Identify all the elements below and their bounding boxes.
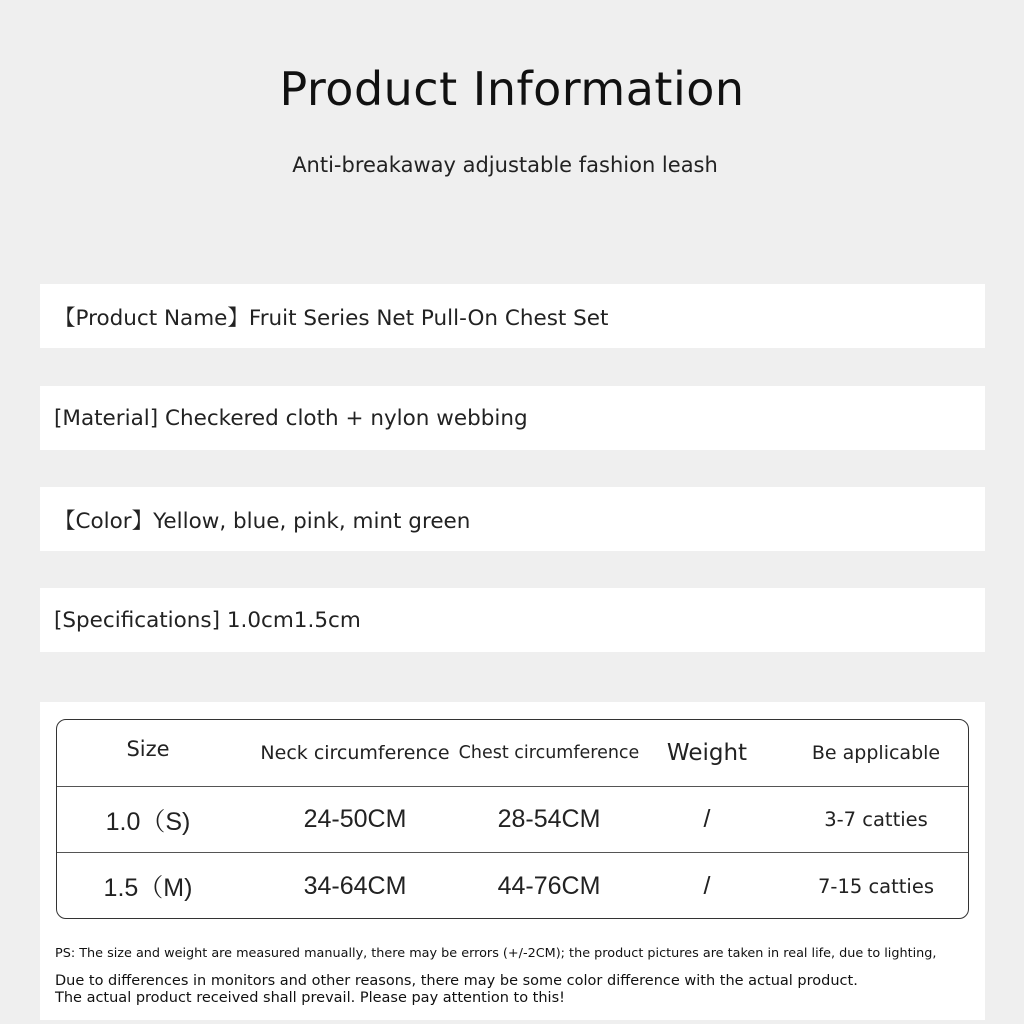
column-header-neck: Neck circumference bbox=[260, 742, 450, 764]
applicable-cell: 7-15 catties bbox=[818, 874, 934, 898]
page-subtitle: Anti-breakaway adjustable fashion leash bbox=[292, 153, 718, 177]
column-header-applicable: Be applicable bbox=[811, 742, 941, 764]
table-row bbox=[57, 853, 968, 919]
size-table-panel bbox=[40, 702, 985, 1020]
size-cell: 1.0（S) bbox=[105, 807, 191, 836]
chest-cell: 28-54CM bbox=[497, 805, 601, 833]
disclaimer-line-3: The actual product received shall prevail. Please pay attention to this! bbox=[55, 990, 565, 1006]
weight-cell: / bbox=[703, 871, 711, 900]
weight-cell: / bbox=[703, 805, 711, 833]
size-cell: 1.5（M) bbox=[103, 874, 193, 902]
disclaimer-line-1: PS: The size and weight are measured manually, there may be errors (+/-2CM); the product pictures are taken in real life, due to lighting, bbox=[55, 946, 937, 961]
color-row: 【Color】Yellow, blue, pink, mint green bbox=[40, 487, 985, 551]
page-title: Product Information bbox=[279, 62, 745, 116]
applicable-cell: 3-7 catties bbox=[824, 808, 928, 831]
specifications-row: [Specifications] 1.0cm1.5cm bbox=[40, 588, 985, 652]
column-header-size: Size bbox=[126, 737, 170, 761]
neck-cell: 24-50CM bbox=[303, 805, 407, 833]
neck-cell: 34-64CM bbox=[303, 871, 407, 900]
disclaimer-line-2: Due to differences in monitors and other reasons, there may be some color difference with the actual product. bbox=[55, 973, 858, 989]
product-name-row: 【Product Name】Fruit Series Net Pull-On Chest Set bbox=[40, 284, 985, 348]
table-header-row bbox=[57, 720, 968, 787]
size-table bbox=[56, 719, 969, 919]
chest-cell: 44-76CM bbox=[497, 871, 601, 900]
material-row: [Material] Checkered cloth + nylon webbing bbox=[40, 386, 985, 450]
table-row bbox=[57, 787, 968, 853]
column-header-chest: Chest circumference bbox=[458, 743, 640, 763]
column-header-weight: Weight bbox=[666, 740, 748, 766]
